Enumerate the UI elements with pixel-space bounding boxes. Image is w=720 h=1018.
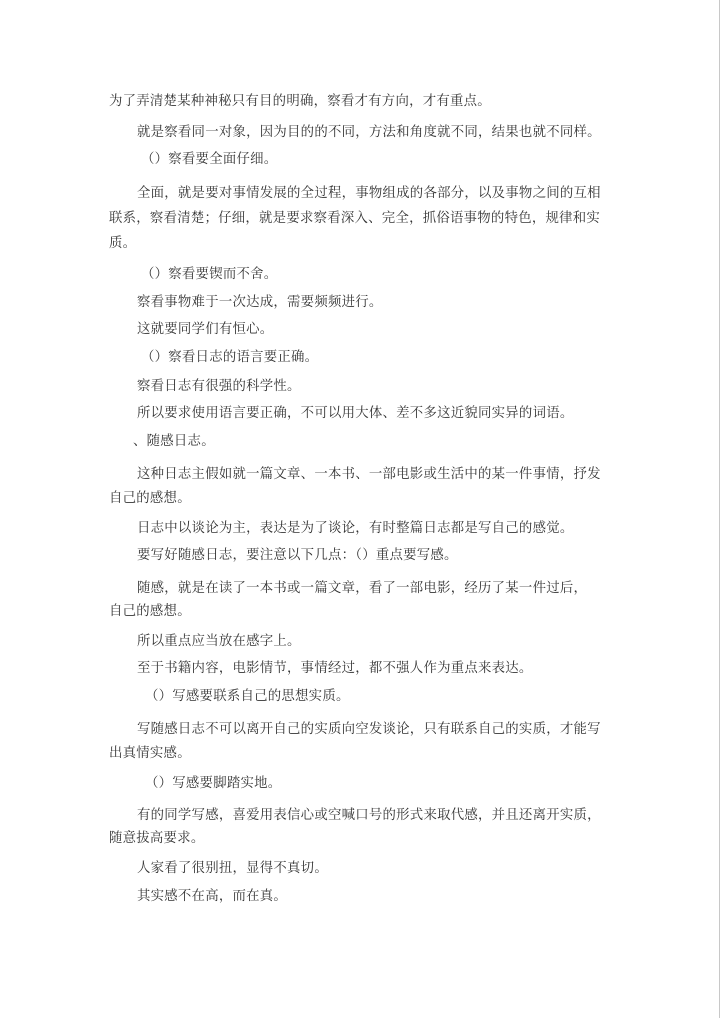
text-line: 自己的感想。	[109, 604, 191, 619]
text-line: （）察看日志的语言要正确。	[141, 350, 319, 365]
text-line: 这就要同学们有恒心。	[137, 322, 274, 337]
text-line: 日志中以谈论为主，表达是为了谈论，有时整篇日志都是写自己的感觉。	[137, 521, 574, 536]
text-line: 随意拔高要求。	[109, 831, 205, 846]
text-line: （）写感要脚踏实地。	[145, 776, 282, 791]
text-line: 所以重点应当放在感字上。	[137, 634, 301, 649]
text-line: 这种日志主假如就一篇文章、一本书、一部电影或生活中的某一件事情，抒发	[137, 467, 601, 482]
text-line: 写随感日志不可以离开自己的实质向空发谈论，只有联系自己的实质，才能写	[137, 722, 601, 737]
text-line: 所以要求使用语言要正确，不可以用大体、差不多这近貌同实异的词语。	[137, 406, 574, 421]
text-line: 至于书籍内容，电影情节，事情经过，都不强人作为重点来表达。	[137, 661, 533, 676]
text-line: 、随感日志。	[133, 434, 215, 449]
text-line: 出真情实感。	[109, 746, 191, 761]
text-line: 人家看了很别扭，显得不真切。	[137, 861, 328, 876]
text-line: 质。	[109, 236, 137, 251]
text-line: 为了弄清楚某种神秘只有目的明确，察看才有方向，才有重点。	[109, 94, 491, 109]
text-line: 随感，就是在读了一本书或一篇文章，看了一部电影，经历了某一件过后，	[137, 581, 588, 596]
text-line: 察看日志有很强的科学性。	[137, 379, 301, 394]
text-line: 自己的感想。	[109, 491, 191, 506]
text-line: （）写感要联系自己的思想实质。	[145, 689, 350, 704]
text-line: 联系，察看清楚；仔细，就是要求察看深入、完全，抓俗语事物的特色，规律和实	[109, 211, 601, 226]
text-line: 全面，就是要对事情发展的全过程，事物组成的各部分，以及事物之间的互相	[137, 186, 601, 201]
text-line: 有的同学写感，喜爱用表信心或空喊口号的形式来取代感，并且还离开实质，	[137, 808, 601, 823]
text-line: （）察看要全面仔细。	[141, 152, 278, 167]
text-line: 要写好随感日志，要注意以下几点：（）重点要写感。	[137, 548, 458, 563]
text-line: 其实感不在高，而在真。	[137, 889, 288, 904]
text-line: （）察看要锲而不舍。	[141, 267, 278, 282]
text-line: 察看事物难于一次达成，需要频频进行。	[137, 295, 383, 310]
text-line: 就是察看同一对象，因为目的的不同，方法和角度就不同，结果也就不同样。	[137, 125, 601, 140]
